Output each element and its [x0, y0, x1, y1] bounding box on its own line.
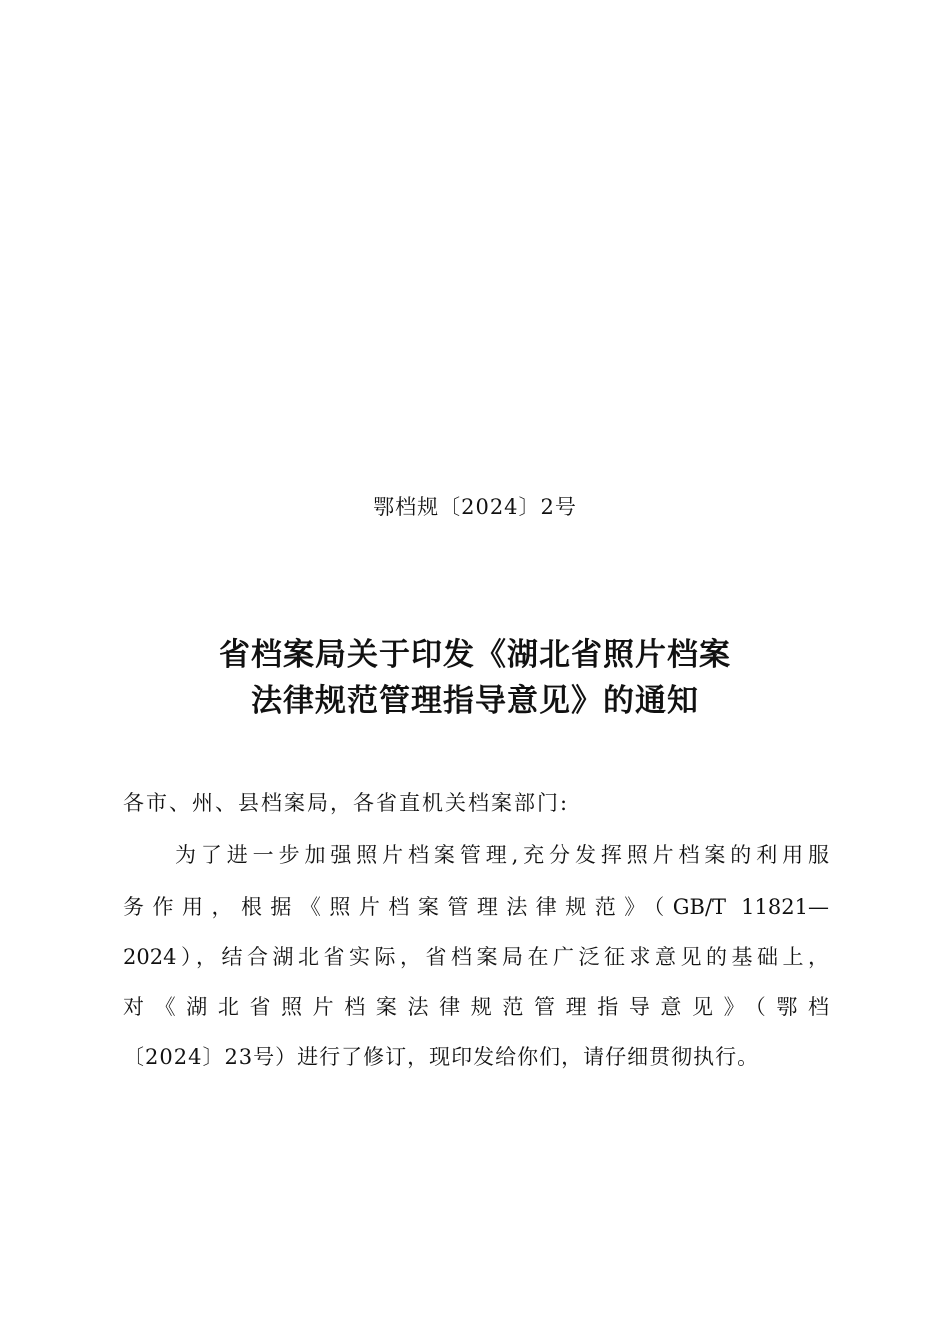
document-title-line-2: 法律规范管理指导意见》的通知 — [251, 683, 699, 719]
body-line-4: 对《湖北省照片档案法律规范管理指导意见》（鄂档 — [123, 995, 829, 1019]
document-title — [0, 632, 950, 724]
body-line-2: 务作用，根据《照片档案管理法律规范》（GB/T 11821— — [123, 895, 829, 919]
document-title-line-1: 省档案局关于印发《湖北省照片档案 — [219, 637, 731, 673]
body-line-3: 2024），结合湖北省实际，省档案局在广泛征求意见的基础上， — [123, 945, 829, 969]
body-line-5: 〔2024〕23号）进行了修订，现印发给你们，请仔细贯彻执行。 — [123, 1045, 760, 1069]
document-number: 鄂档规〔2024〕2号 — [373, 495, 577, 519]
salutation: 各市、州、县档案局，各省直机关档案部门: — [123, 791, 570, 815]
body-line-1: 为了进一步加强照片档案管理,充分发挥照片档案的利用服 — [175, 843, 829, 867]
